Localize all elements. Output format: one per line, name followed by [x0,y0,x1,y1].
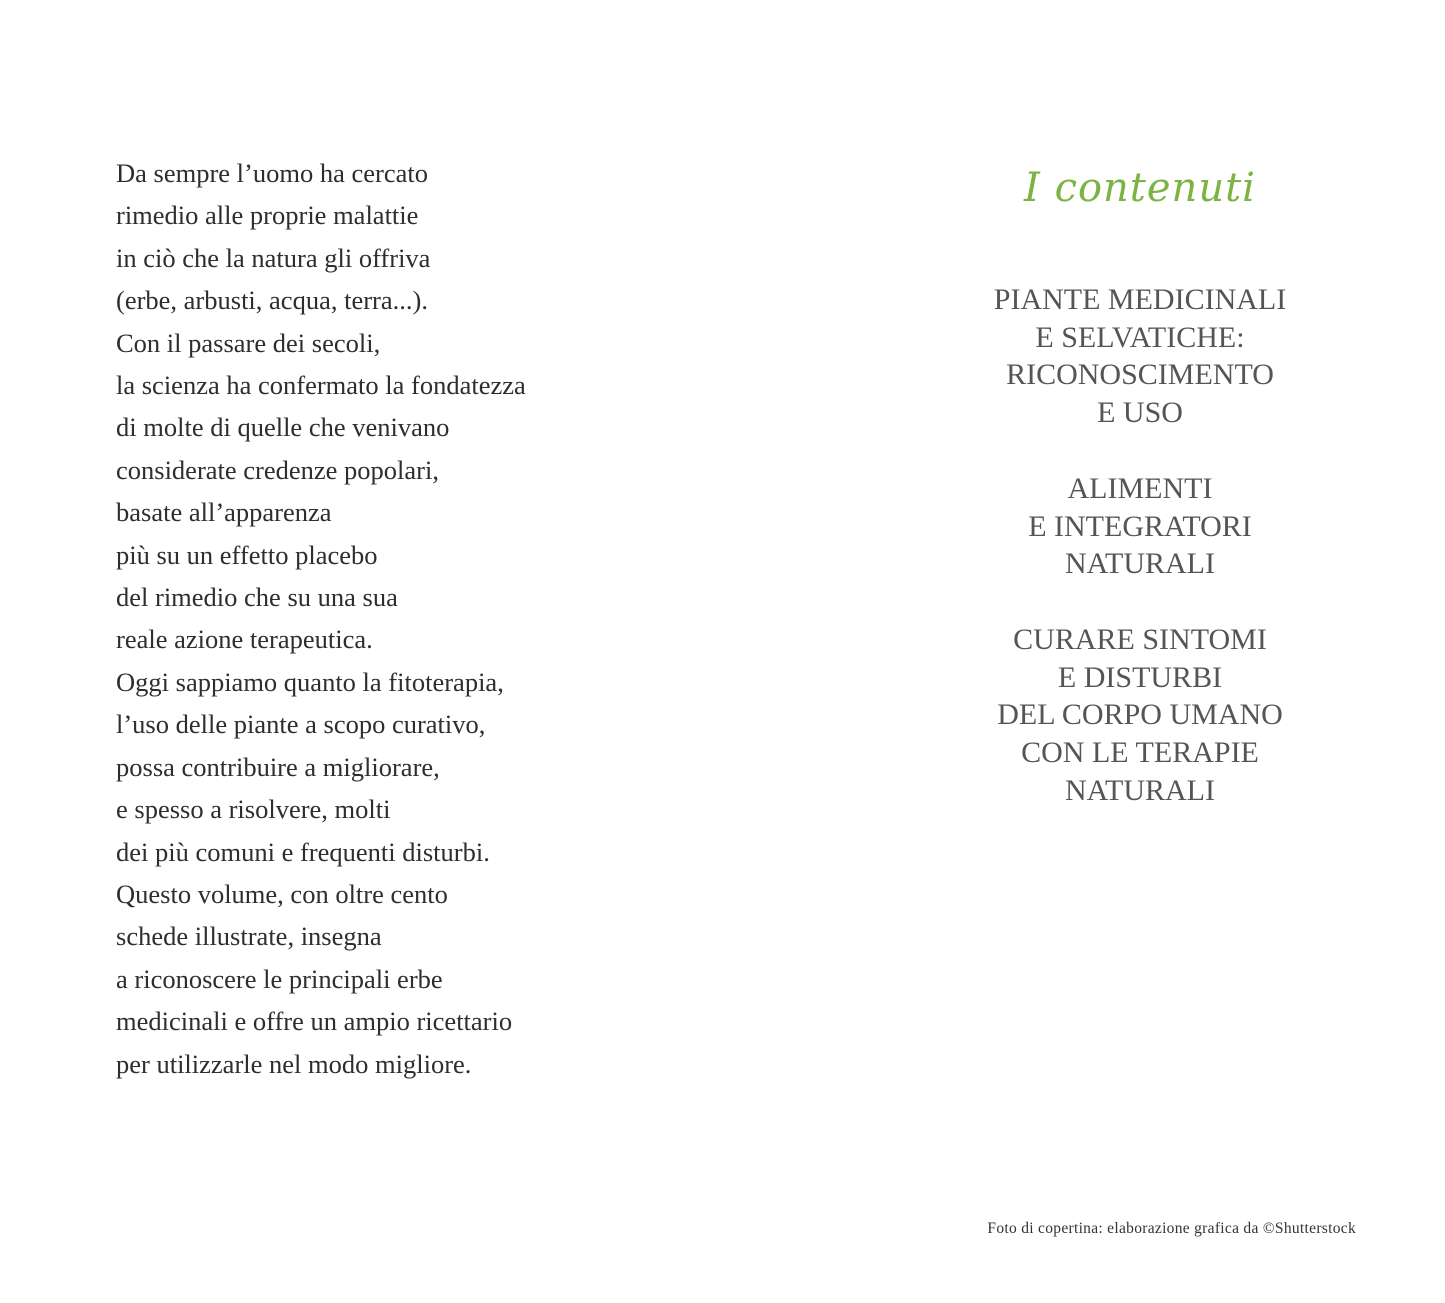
photo-credit: Foto di copertina: elaborazione grafica da ©Shutterstock [987,1220,1356,1237]
contents-heading: I contenuti [1024,165,1256,211]
section-line: NATURALI [1065,773,1215,807]
intro-line: medicinali e offre un ampio ricettario [116,1006,513,1037]
intro-line: Questo volume, con oltre cento [116,878,448,909]
intro-line: schede illustrate, insegna [116,921,382,952]
section-line: ALIMENTI [1067,471,1213,505]
contents-section-plants [940,281,1340,432]
intro-line: Con il passare dei secoli, [116,327,381,358]
intro-line: e spesso a risolvere, molti [116,794,391,825]
intro-line: più su un effetto placebo [116,539,378,570]
section-line: E DISTURBI [1057,660,1223,694]
intro-line: per utilizzarle nel modo migliore. [116,1048,472,1079]
contents-section-symptoms [940,621,1340,810]
intro-line: (erbe, arbusti, acqua, terra...). [116,285,428,316]
section-line: E SELVATICHE: [1035,320,1245,354]
section-line: NATURALI [1065,547,1215,581]
intro-text [116,152,636,1085]
intro-line: del rimedio che su una sua [116,582,398,613]
intro-line: basate all’apparenza [116,497,332,528]
section-line: E INTEGRATORI [1028,509,1252,543]
section-line: CURARE SINTOMI [1013,622,1267,656]
intro-line: la scienza ha confermato la fondatezza [116,370,526,401]
contents-section-foods [940,470,1340,583]
section-line: E USO [1097,396,1183,430]
intro-line: considerate credenze popolari, [116,454,439,485]
intro-line: a riconoscere le principali erbe [116,963,443,994]
section-line: CON LE TERAPIE [1021,736,1259,770]
intro-line: reale azione terapeutica. [116,624,373,655]
contents-list [940,281,1340,847]
intro-line: l’uso delle piante a scopo curativo, [116,709,486,740]
intro-line: Da sempre l’uomo ha cercato [116,158,428,188]
intro-line: rimedio alle proprie malattie [116,200,419,231]
section-line: DEL CORPO UMANO [997,698,1283,732]
section-line: PIANTE MEDICINALI [993,283,1287,316]
intro-line: possa contribuire a migliorare, [116,751,440,782]
intro-line: Oggi sappiamo quanto la fitoterapia, [116,666,504,697]
intro-line: in ciò che la natura gli offriva [116,242,431,273]
intro-line: dei più comuni e frequenti disturbi. [116,836,490,867]
intro-line: di molte di quelle che venivano [116,412,450,443]
section-line: RICONOSCIMENTO [1006,358,1274,392]
